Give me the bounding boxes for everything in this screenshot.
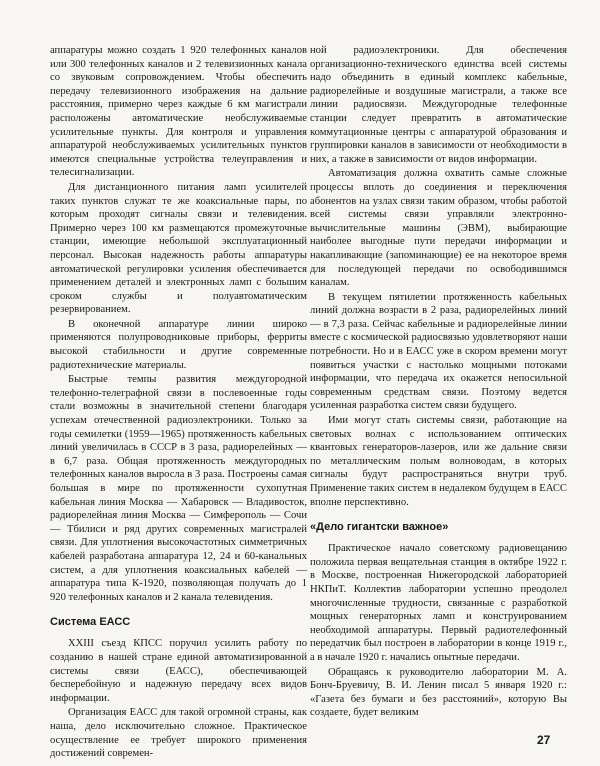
paragraph: аппаратуры можно создать 1 920 телефонных каналов или 300 телефонных каналов и 2 телевизионных канала со звуковым сопровождением. Чтобы обеспечить передачу телевизионного изображения на дальние расстояния, примерно через каждые 6 км магистрали расположены автоматические необслуживаемые усилительные пункты. Для контроля и управления аппаратурой необслуживаемых усилительных пунктов имеются специальные устройства телеуправления и телесигнализации. — [50, 45, 307, 179]
paragraph: Для дистанционного питания ламп усилителей таких пунктов служат те же коаксиальные пары, по которым проходят сигналы связи и телевидения. Примерно через 100 км размещаются промежуточные станции, имеющие небольшой эксплуатационный персонал. Высокая надежность работы аппаратуры автоматической регулировки усиления обеспечивается применением деталей и электронных ламп с большим сроком службы и полуавтоматическим резервированием. — [50, 181, 307, 316]
section-heading-eass: Система ЕАСС — [50, 616, 131, 629]
paragraph: В оконечной аппаратуре линии широко применяются полупроводниковые приборы, ферриты высокой стабильности и другие современные радиотехнические материалы. — [50, 318, 307, 371]
right-column — [310, 44, 567, 720]
paragraph: XXIII съезд КПСС поручил усилить работу по созданию в нашей стране единой автоматизированной системы связи (ЕАСС), обеспечивающей бесперебойную и надежную передачу всех видов информации. — [50, 638, 307, 704]
paragraph: Практическое начало советскому радиовещанию положила первая вещательная станция в октябре 1922 г. в Москве, построенная Нижегородской лабораторией НКПиТ. Коллектив лаборатории успешно преодолел многочисленные трудности, связанные с разработкой мощных генераторных ламп и конструированием необходимой аппаратуры. Первый радиотелефонный передатчик был построен в лаборатории в конце 1919 г., а в начале 1920 г. начались опытные передачи. — [310, 543, 567, 663]
paragraph: Быстрые темпы развития междугородной телефонно-телеграфной связи в послевоенные годы стали возможны в значительной степени благодаря успехам отечественной радиоэлектроники. Только за годы семилетки (1959—1965) протяженность кабельных линий увеличилась в СССР в 3 раза, радиорелейных — в 6,7 раза. Общая протяженность междугородных телефонных каналов выросла в 3 раза. Построены самая большая в мире по протяженности сухопутная кабельная линия Москва — Хабаровск — Владивосток, радиорелейная линия Москва — Симферополь — Сочи — Тбилиси и ряд других современных магистралей связи. Для уплотнения высокочастотных симметричных кабелей разработана аппаратура 12, 24 и 60-канальных систем, а для уплотнения коаксиальных кабелей — аппаратура типа К-1920, позволяющая получать до 1 920 телефонных каналов и 2 канала телевидения. — [50, 374, 307, 603]
paragraph: Организация ЕАСС для такой огромной страны, как наша, дело исключительно сложное. Практическое осуществление ее требует широкого применения достижений современ- — [50, 707, 307, 760]
paragraph: В текущем пятилетии протяженность кабельных линий должна возрасти в 2 раза, радиорелейных линий — в 7,3 раза. Сейчас кабельные и радиорелейные линии вместе с космической радиосвязью удовлетворяют наши потребности. Но и в ЕАСС уже в скором времени могут появиться участки с настолько мощными потоками информации, что передача их окажется непосильной современным средствам связи. Поэтому ведется усиленная разработка систем связи будущего. — [310, 291, 567, 412]
paragraph: Обращаясь к руководителю лаборатории М. А. Бонч-Бруевичу, В. И. Ленин писал 5 января 1920 г.: «Газета без бумаги и без расстояний», которую Вы создаете, будет великим — [310, 666, 567, 719]
page-number: 27 — [537, 733, 551, 747]
paragraph: Ими могут стать системы связи, работающие на световых волнах с использованием оптических квантовых генераторов-лазеров, или же дальние связи по металлическим полым волноводам, в которых сигналы будут распространяться внутри труб. Применение таких систем в недалеком будущем в ЕАСС вполне перспективно. — [310, 415, 567, 508]
paragraph: ной радиоэлектроники. Для обеспечения организационно-технического единства всей системы надо объединить в единый комплекс кабельные, радиорелейные и воздушные магистрали, а также все линии радиосвязи. Междугородные телефонные станции следует превратить в автоматические коммутационные центры с аппаратурой образования и группировки каналов в зависимости от необходимости в них, а также в зависимости от видов информации. — [310, 45, 567, 165]
paragraph: Автоматизация должна охватить самые сложные процессы вплоть до соединения и переключения абонентов на узлах связи таким образом, чтобы работой всей системы связи управляли электронно-вычислительные машины (ЭВМ), выбирающие наиболее выгодные пути передачи информации и накапливающие (запоминающие) ее на некоторое время для последующей передачи по освободившимся каналам. — [310, 168, 567, 289]
left-column — [50, 44, 307, 761]
section-heading-delo: «Дело гигантски важное» — [310, 521, 449, 534]
